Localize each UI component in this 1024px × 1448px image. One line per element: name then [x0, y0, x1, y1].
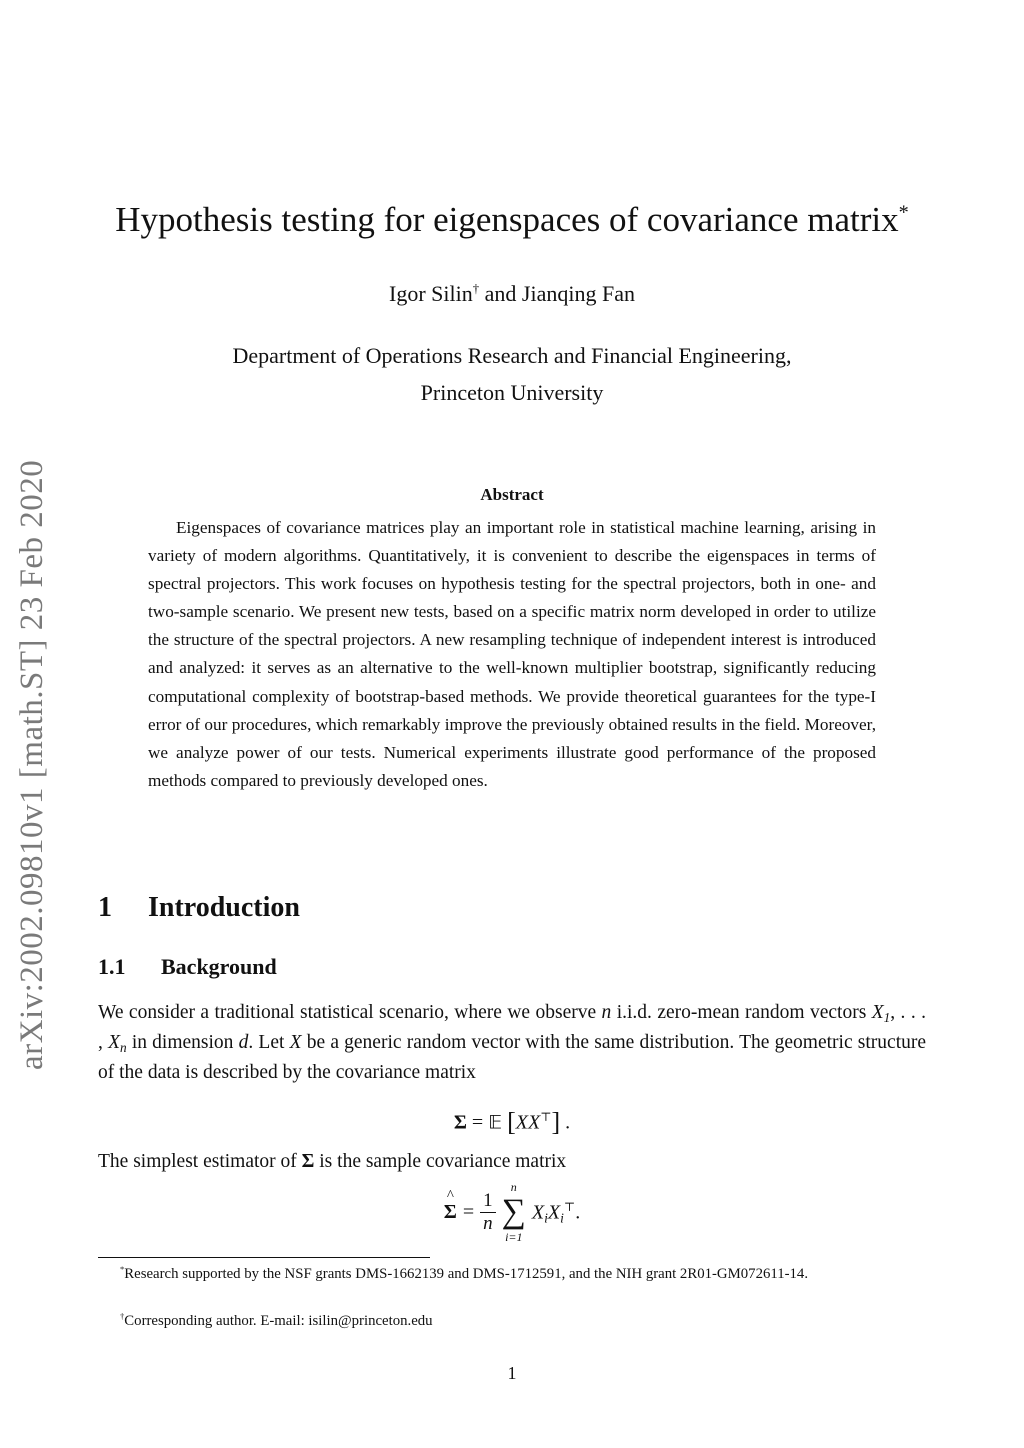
eq1-right-bracket: ]: [551, 1107, 561, 1137]
section-heading: [98, 890, 300, 926]
paragraph-1-text-e: be a generic random vector with the same distribution. The geometric structure of the data is described by the covariance matrix: [98, 1032, 927, 1083]
paragraph-1-text-d: . Let: [248, 1032, 290, 1053]
paragraph-2-text-a: The simplest estimator of: [98, 1151, 302, 1172]
eq1-xx: XX: [515, 1111, 541, 1134]
footnote-2-text: Corresponding author. E-mail: isilin@princeton.edu: [124, 1313, 433, 1329]
eq1-equals: =: [466, 1111, 489, 1134]
eq2-summation: [502, 1180, 526, 1244]
eq1-left-bracket: [: [507, 1107, 516, 1137]
math-d: d: [238, 1032, 249, 1053]
eq2-sigma: Σ: [443, 1200, 457, 1223]
eq2-sum-symbol: ∑: [501, 1193, 526, 1230]
math-xn: X: [108, 1032, 120, 1053]
abstract-body: Eigenspaces of covariance matrices play an important role in statistical machine learning, arising in variety of modern algorithms. Quantitatively, it is convenient to describe the eigenspaces in terms of spectral projectors. This work focuses on hypothesis testing for the spectral projectors, both in one- and two-sample scenario. We present new tests, based on a specific matrix norm developed in order to utilize the structure of the spectral projectors. A new resampling technique of independent interest is introduced and analyzed: it serves as an alternative to the well-known multiplier bootstrap, significantly reducing computational complexity of bootstrap-based methods. We provide theoretical guarantees for the type-I error of our procedures, which remarkably improve the previously obtained results in the field. Moreover, we analyze power of our tests. Numerical experiments illustrate good performance of the proposed methods compared to previously developed ones.: [148, 518, 876, 790]
paper-title: [80, 198, 944, 242]
footnote-1-text: Research supported by the NSF grants DMS-1662139 and DMS-1712591, and the NIH grant 2R01-GM072611-14.: [124, 1266, 809, 1282]
eq2-period: .: [575, 1201, 581, 1224]
paragraph-2-text-b: is the sample covariance matrix: [314, 1151, 567, 1172]
arxiv-side-stamp: arXiv:2002.09810v1 [math.ST] 23 Feb 2020: [14, 459, 50, 1070]
paper-title-text: Hypothesis testing for eigenspaces of covariance matrix: [115, 200, 899, 239]
affiliation: [80, 337, 944, 411]
math-n: n: [601, 1002, 612, 1023]
math-dots: , . . . ,: [98, 1002, 926, 1053]
equation-covariance: [98, 1100, 926, 1140]
author-list: [80, 280, 944, 308]
footnote-1: [98, 1263, 926, 1286]
subsection-heading: [98, 953, 277, 981]
author-rest: and Jianqing Fan: [479, 281, 635, 306]
math-xn-subscript: n: [120, 1039, 127, 1055]
abstract-heading: Abstract: [480, 485, 544, 504]
subsection-title: Background: [161, 954, 277, 979]
paragraph-1: [98, 998, 926, 1088]
paragraph-1-text-c: in dimension: [126, 1032, 239, 1053]
eq1-expectation: 𝔼: [488, 1111, 503, 1134]
eq2-equals: =: [462, 1200, 475, 1223]
eq2-xi-t-subscript: i: [560, 1210, 564, 1226]
subsection-number: 1.1: [98, 954, 126, 979]
eq2-transpose: ⊤: [563, 1199, 576, 1214]
footnote-2-marker: †: [120, 1311, 125, 1322]
eq1-transpose: ⊤: [540, 1110, 552, 1124]
math-x1: X: [871, 1002, 884, 1023]
title-footnote-marker[interactable]: *: [898, 201, 909, 224]
eq2-row: [444, 1180, 580, 1244]
affiliation-line-2: Princeton University: [420, 380, 604, 405]
author-first: Igor Silin: [389, 281, 473, 306]
eq2-hat-accent: ^: [446, 1187, 454, 1204]
eq2-sum-lower-limit: i=1: [505, 1230, 523, 1244]
paragraph-2: [98, 1147, 926, 1177]
affiliation-line-1: Department of Operations Research and Financial Engineering,: [232, 343, 792, 368]
footnote-1-marker: *: [120, 1264, 125, 1275]
eq1-period: .: [560, 1111, 571, 1134]
eq2-sigma-hat: [443, 1187, 457, 1224]
eq2-fraction: [480, 1190, 496, 1235]
math-sigma: Σ: [301, 1151, 315, 1172]
page-number: 1: [507, 1363, 517, 1383]
eq2-xi: X: [531, 1201, 545, 1224]
eq2-term: [532, 1200, 580, 1225]
footnote-2: [98, 1310, 926, 1333]
section-title: Introduction: [148, 892, 300, 923]
eq2-sum-upper-limit: n: [510, 1180, 517, 1194]
eq1-sigma: Σ: [453, 1111, 467, 1134]
eq2-xi-subscript: i: [544, 1210, 548, 1226]
eq2-xi-t: X: [547, 1201, 561, 1224]
equation-sample-covariance: [98, 1180, 926, 1250]
footnote-rule: [98, 1257, 430, 1258]
math-x: X: [289, 1032, 302, 1053]
paragraph-1-text-b: i.i.d. zero-mean random vectors: [611, 1002, 872, 1023]
paragraph-1-text-a: We consider a traditional statistical scenario, where we observe: [98, 1002, 602, 1023]
author-footnote-marker[interactable]: †: [472, 281, 480, 296]
eq2-fraction-denominator: n: [483, 1212, 493, 1234]
math-x1-subscript: 1: [883, 1009, 891, 1025]
eq2-fraction-numerator: 1: [480, 1190, 496, 1213]
section-number: 1: [98, 892, 112, 923]
